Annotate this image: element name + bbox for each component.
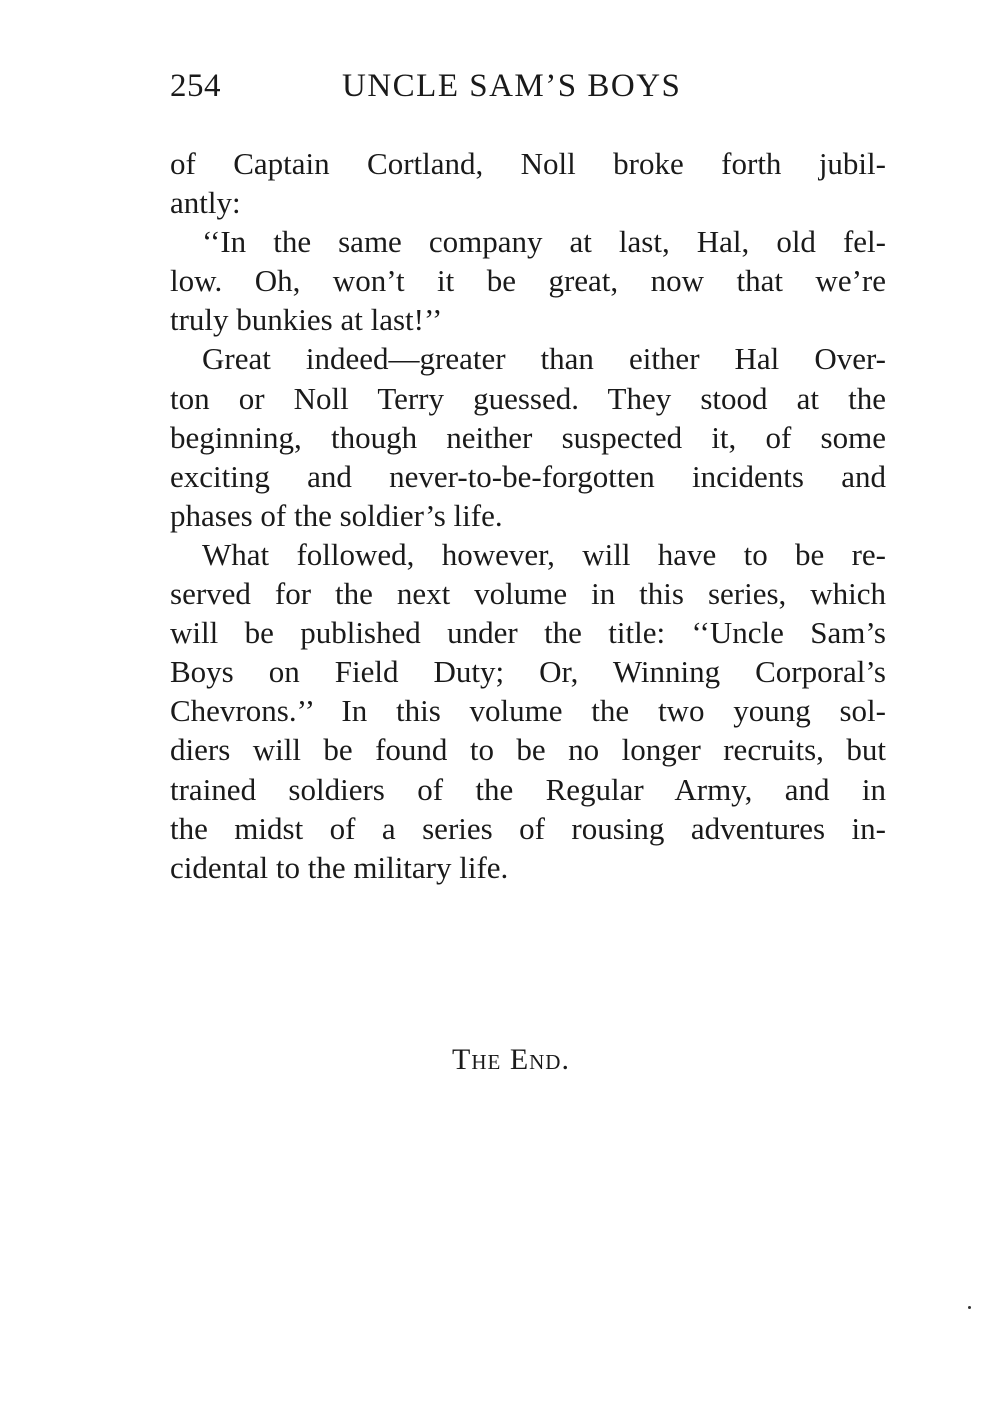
text-line: the midst of a series of rousing adventures in- xyxy=(170,810,886,846)
text-line: will be published under the title: ‘‘Uncle Sam’s xyxy=(170,615,886,651)
text-line: cidental to the military life. xyxy=(170,849,509,885)
text-line: phases of the soldier’s life. xyxy=(170,497,503,533)
text-line: truly bunkies at last!’’ xyxy=(170,302,443,338)
text-line: beginning, though neither suspected it, of some xyxy=(170,419,886,455)
text-line: served for the next volume in this series, which xyxy=(170,576,886,612)
text-line: What followed, however, will have to be re- xyxy=(202,536,886,572)
text-line: exciting and never-to-be-forgotten incidents and xyxy=(170,458,886,494)
running-title: UNCLE SAM’S BOYS xyxy=(342,68,682,104)
text-line: trained soldiers of the Regular Army, and in xyxy=(170,771,886,807)
the-end-label: The End. xyxy=(452,1043,570,1076)
text-line: Chevrons.’’ In this volume the two young sol- xyxy=(170,693,886,729)
text-line: Great indeed—greater than either Hal Over- xyxy=(202,341,886,377)
text-line: low. Oh, won’t it be great, now that we’re xyxy=(170,263,886,299)
text-line: Boys on Field Duty; Or, Winning Corporal’s xyxy=(170,654,886,690)
text-line: of Captain Cortland, Noll broke forth jubil- xyxy=(170,146,886,181)
running-head xyxy=(170,64,890,108)
text-line: antly: xyxy=(170,185,241,221)
page-number: 254 xyxy=(170,68,221,104)
text-line: diers will be found to be no longer recruits, but xyxy=(170,732,886,768)
text-line: ton or Noll Terry guessed. They stood at the xyxy=(170,380,886,416)
print-speck xyxy=(968,1306,971,1309)
text-line: ‘‘In the same company at last, Hal, old fel- xyxy=(202,224,886,260)
body-text xyxy=(170,144,886,887)
